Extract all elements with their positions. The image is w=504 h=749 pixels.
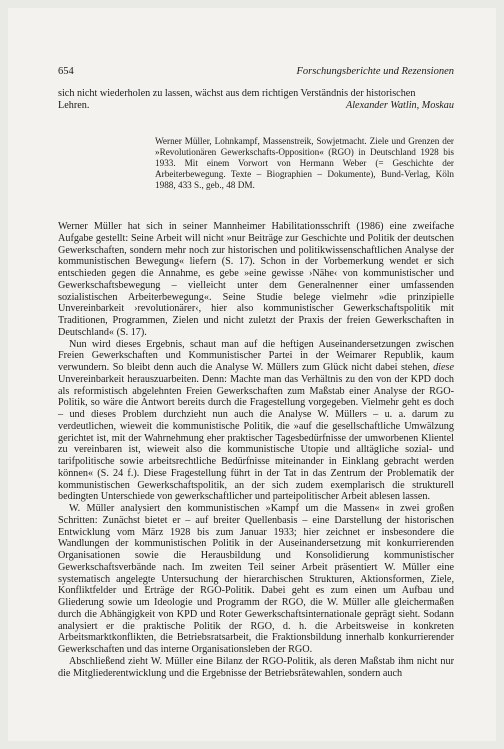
page-header [58, 65, 454, 78]
previous-review-ending [58, 88, 454, 112]
paragraph-3: W. Müller analysiert den kommunistischen »Kampf um die Massen« in zwei großen Schritten: Zunächst bietet er – auf breiter Quellenbasis – eine Darstellung der historischen Entwicklung vom März 1928 bis zum Januar 1933; hier zeichnet er insbesondere die Wandlungen der kommunistischen Politik in der Auseinandersetzung mit konkurrierenden Organisationen sowie die Herausbildung und Konsolidierung kommunistischer Gewerkschaftsverbände nach. Im zweiten Teil seiner Arbeit präsentiert W. Müller eine systematisch angelegte Untersuchung der hierarchischen Strukturen, Aktionsformen, Ziele, Konfliktfelder und Erträge der RGO-Politik. Dabei geht es zum einen um Aufbau und Gliederung sowie um Ideologie und Programm der RGO, die W. Müller alle gleichermaßen durch die Abhängigkeit von KPD und Roter Gewerkschaftsinternationale geprägt sieht. Sodann analysiert er die praktische Politik der RGO, d. h. die Arbeitsweise in konkreten Arbeitsmarktkonflikten, die Betriebsratsarbeit, die Fraktionsbildung innerhalb konkurrierender Gewerkschaften und das interne Organisationsleben der RGO. [58, 503, 454, 655]
paragraph-1: Werner Müller hat sich in seiner Mannheimer Habilitationsschrift (1986) eine zweifache Aufgabe gestellt: Seine Arbeit will nicht »nur Beiträge zur Geschichte und Politik der deutschen Gewerkschaften, sondern mehr noch zur historischen und politikwissenschaftlichen Analyse der kommunistischen Bewegung« liefern (S. 17). Schon in der Vorbemerkung wendet er sich entschieden gegen die Annahme, es gebe »eine gewisse ›Nähe‹ von kommunistischer und Gewerkschaftsbewegung – vielleicht unter dem Generalnenner einer umfassenden sozialistischen Arbeiterbewegung«. Seine Studie belege vielmehr »die prinzipielle Unvereinbarkeit ›revolutionärer‹, hier also kommunistischer Gewerkschaftspolitik mit Traditionen, Programmen, Zielen und nicht zuletzt der Praxis der freien Gewerkschaften in Deutschland« (S. 17). [58, 221, 454, 338]
page-number: 654 [58, 66, 74, 77]
paragraph-2-part-a: Nun wird dieses Ergebnis, schaut man auf die heftigen Auseinandersetzungen zwischen Freien Gewerkschaften und Kommunistischer Partei in der Weimarer Republik, kaum verwundern. So bleibt denn auch die Analyse W. Müllers zum Glück nicht dabei stehen, [58, 338, 454, 373]
paragraph-2-part-b: Unvereinbarkeit herauszuarbeiten. Denn: Machte man das Verhältnis zu den von der KPD doch als reformistisch abgelehnten Freien Gewerkschaften zum Maßstab einer Analyse der RGO-Politik, so wäre die Antwort bereits durch die Fragestellung vorgegeben. Vielmehr geht es doch – und dieses Problem durchzieht nun auch die Analyse W. Müllers – u. a. darum zu verdeutlichen, wieweit die kommunistische Politik, die »auf die gesellschaftliche Umwälzung gerichtet ist, mit der Wahrnehmung eher praktischer Tagesbedürfnisse der umworbenen Klientel zu vereinbaren ist, wieweit also die kommunistische Utopie und alltägliche sozial- und tarifpolitische sowie arbeitsrechtliche Bedürfnisse miteinander in Einklang gebracht werden können« (S. 24 f.). Diese Fragestellung führt in der Tat in das Zentrum der Problematik der kommunistischen Gewerkschaftspolitik, an der sich zudem exemplarisch die strukturell bedingten Unterschiede von gewerkschaftlicher und parteipolitischer Arbeit ablesen lassen. [58, 373, 454, 503]
intro-last-line [58, 100, 454, 112]
bibliographic-entry: Werner Müller, Lohnkampf, Massenstreik, Sowjetmacht. Ziele und Grenzen der »Revolutionären Gewerkschafts-Opposition« (RGO) in Deutschland 1928 bis 1933. Mit einem Vorwort von Hermann Weber (= Geschichte der Arbeiterbewegung. Texte – Biographien – Dokumente), Bund-Verlag, Köln 1988, 433 S., geb., 48 DM. [155, 136, 454, 190]
paragraph-2-emphasis: diese [433, 362, 454, 373]
book-page [8, 8, 496, 741]
paragraph-2 [58, 339, 454, 504]
intro-text: sich nicht wiederholen zu lassen, wächst aus dem richtigen Verständnis der historischen [58, 88, 416, 99]
review-body [58, 221, 454, 679]
paragraph-4: Abschließend zieht W. Müller eine Bilanz der RGO-Politik, als deren Maßstab ihm nicht nur die Mitgliederentwicklung und die Ergebnisse der Betriebsrätewahlen, sondern auch [58, 655, 454, 679]
reviewer-signature: Alexander Watlin, Moskau [346, 99, 454, 111]
running-title: Forschungsberichte und Rezensionen [296, 66, 454, 77]
intro-final-word: Lehren. [58, 99, 90, 111]
